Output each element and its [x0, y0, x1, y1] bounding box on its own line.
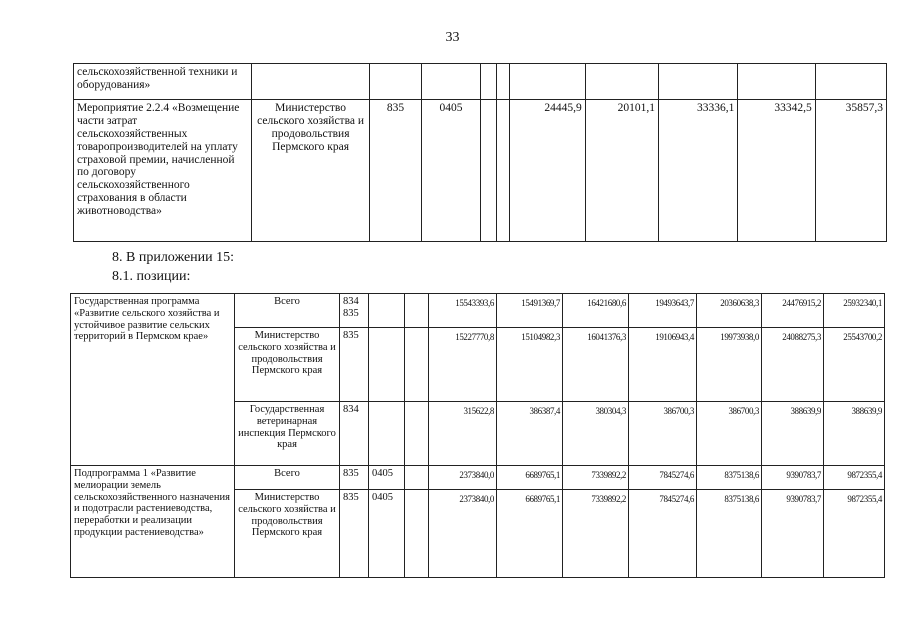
code-cell: 835 [370, 100, 422, 242]
value-cell: 15491369,7 [497, 294, 563, 328]
section-cell [369, 402, 405, 466]
value-cell: 15543393,6 [429, 294, 497, 328]
table-row [74, 64, 887, 100]
value-cell: 388639,9 [762, 402, 824, 466]
subsection-heading: 8.1. позиции: [112, 269, 191, 284]
section-heading: 8. В приложении 15: [112, 250, 235, 265]
section-cell: 0405 [369, 466, 405, 490]
table-row [71, 466, 885, 490]
section-cell [369, 328, 405, 402]
measure-name-cell: сельскохозяйственной техники и оборудования» [74, 64, 252, 100]
measure-name-cell: Мероприятие 2.2.4 «Возмещение части затрат сельскохозяйственных товаропроизводителей на уплату страховой премии, начисленной по договору сельскохозяйственного страхования в области животноводства» [74, 100, 252, 242]
value-cell: 24476915,2 [762, 294, 824, 328]
code-cell: 834 835 [340, 294, 369, 328]
value-cell: 33336,1 [659, 100, 738, 242]
code-cell: 834 [340, 402, 369, 466]
value-cell: 24088275,3 [762, 328, 824, 402]
value-cell: 6689765,1 [497, 490, 563, 578]
subprogram-name-cell: Подпрограмма 1 «Развитие мелиорации земель сельскохозяйственного назначения и подотрасли растениеводства, переработки и реализации продукции растениеводства» [71, 466, 235, 578]
value-cell: 380304,3 [563, 402, 629, 466]
value-cell: 7339892,2 [563, 466, 629, 490]
organization-cell: Государственная ветеринарная инспекция Пермского края [235, 402, 340, 466]
value-cell: 15104982,3 [497, 328, 563, 402]
section-cell: 0405 [421, 100, 480, 242]
value-cell: 16421680,6 [563, 294, 629, 328]
value-cell: 24445,9 [510, 100, 585, 242]
program-budget-table [70, 293, 885, 578]
value-cell: 7845274,6 [629, 490, 697, 578]
value-cell: 19493643,7 [629, 294, 697, 328]
value-cell: 8375138,6 [697, 490, 762, 578]
value-cell: 9390783,7 [762, 466, 824, 490]
section-cell: 0405 [369, 490, 405, 578]
value-cell: 386700,3 [629, 402, 697, 466]
code-cell: 835 [340, 466, 369, 490]
value-cell: 33342,5 [738, 100, 815, 242]
value-cell: 15227770,8 [429, 328, 497, 402]
program-name-cell: Государственная программа «Развитие сельского хозяйства и устойчивое развитие сельских территорий в Пермском крае» [71, 294, 235, 466]
organization-cell: Всего [235, 466, 340, 490]
value-cell: 9872355,4 [824, 466, 885, 490]
value-cell: 19106943,4 [629, 328, 697, 402]
value-cell: 16041376,3 [563, 328, 629, 402]
value-cell: 386700,3 [697, 402, 762, 466]
value-cell: 2373840,0 [429, 466, 497, 490]
organization-cell: Всего [235, 294, 340, 328]
budget-table-continuation [73, 63, 887, 242]
value-cell: 25543700,2 [824, 328, 885, 402]
value-cell: 7845274,6 [629, 466, 697, 490]
organization-cell: Министерство сельского хозяйства и продовольствия Пермского края [235, 490, 340, 578]
value-cell: 8375138,6 [697, 466, 762, 490]
value-cell: 315622,8 [429, 402, 497, 466]
table-row [71, 294, 885, 328]
value-cell: 386387,4 [497, 402, 563, 466]
value-cell: 388639,9 [824, 402, 885, 466]
value-cell: 6689765,1 [497, 466, 563, 490]
value-cell: 20360638,3 [697, 294, 762, 328]
value-cell: 19973938,0 [697, 328, 762, 402]
organization-cell: Министерство сельского хозяйства и продовольствия Пермского края [235, 328, 340, 402]
value-cell: 9390783,7 [762, 490, 824, 578]
code-cell: 835 [340, 328, 369, 402]
value-cell: 25932340,1 [824, 294, 885, 328]
code-cell: 835 [340, 490, 369, 578]
page-number: 33 [445, 30, 460, 45]
value-cell: 2373840,0 [429, 490, 497, 578]
value-cell: 35857,3 [815, 100, 886, 242]
organization-cell: Министерство сельского хозяйства и продовольствия Пермского края [252, 100, 370, 242]
value-cell: 7339892,2 [563, 490, 629, 578]
section-cell [369, 294, 405, 328]
table-row [74, 100, 887, 242]
value-cell: 20101,1 [585, 100, 658, 242]
value-cell: 9872355,4 [824, 490, 885, 578]
